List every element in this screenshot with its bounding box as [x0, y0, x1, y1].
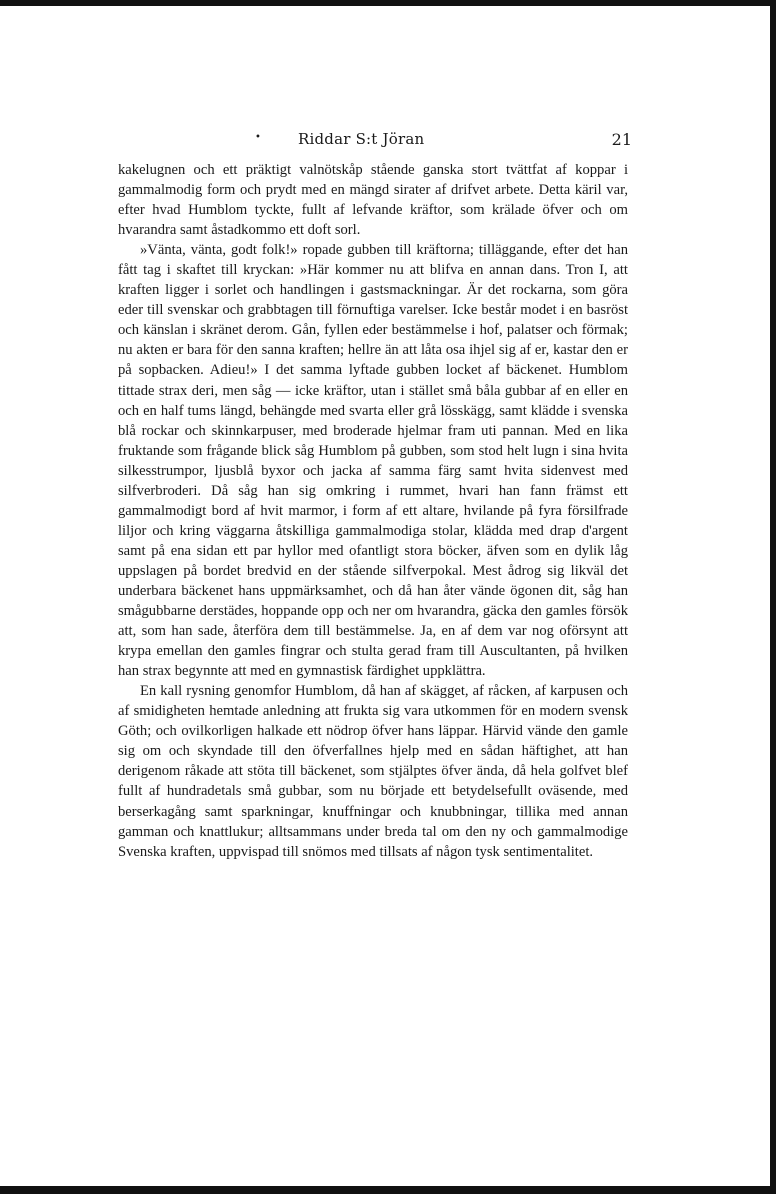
page-number: 21 — [611, 130, 632, 149]
paragraph: En kall rysning genomfor Humblom, då han af skägget, af råcken, af karpusen och af smidigheten hemtade anledning att frukta sig vara utkommen för en modern svensk Göth; och ovilkorligen halkade ett nödrop öfver hans läppar. Härvid vände den gamle sig om och skyndade till den öfverfallnes hjelp med en sådan häftighet, att han derigenom råkade att stöta till bäckenet, som stjälptes öfver ända, då hela golfvet blef fullt af hundradetals små gubbar, som nu började ett betydelsefullt oväsende, med berserkagång samt sparkningar, knuffningar och knubbningar, tillika med annan gamman och knattlukur; alltsammans under breda tal om den ny och gammalmodige Svenska kraften, uppvispad till snömos med tillsats af någon tysk sentimentalitet. — [118, 683, 628, 860]
book-page — [118, 130, 632, 862]
scan-border-bottom — [0, 1186, 776, 1194]
scan-border-right — [770, 0, 776, 1194]
scan-border-top — [0, 0, 776, 6]
paragraph-continued: kakelugnen och ett präktigt valnötskåp stående ganska stort tvättfat af koppar i gammalmodig form och prydt med en mängd sirater af drifvet arbete. Detta käril var, efter hvad Humblom tyckte, fullt af lefvande kräftor, som krälade öfver och om hvarandra samt åstadkommo ett doft sorl. — [118, 162, 628, 239]
ink-speck: • — [255, 132, 261, 143]
running-title: Riddar S:t Jöran — [298, 130, 425, 148]
paragraph: »Vänta, vänta, godt folk!» ropade gubben till kräftorna; tilläggande, efter det han fått tag i skaftet till kryckan: »Här kommer nu att blifva en annan dans. Tron I, att kraften ligger i sorlet och handlingen i gastsmackningar. Är det rockarna, som göra eder till svenskar och grabbtagen till förnuftiga varelser. Icke består modet i en basröst och känslan i skränet derom. Gån, fyllen eder bestämmelse i hof, palatser och förmak; nu akten er bara för den sanna kraften; hellre än att låta osa ihjel sig af er, kastar den er på sopbacken. Adieu!» I det samma lyftade gubben locket af bäckenet. Humblom tittade strax deri, men såg — icke kräftor, utan i stället små båla gubbar af en eller en och en half tums längd, behängde med svarta eller grå lösskägg, samt klädde i svenska blå rockar och skinnkarpuser, med broderade hjelmar fram uti pannan. Med en lika fruktande som frågande blick såg Humblom på gubben, som stod helt lugn i sina hvita silkesstrumpor, ljusblå byxor och jacka af samma färg samt hvita sidenvest med silfverbroderi. Då såg han sig omkring i rummet, hvari han fann främst ett gammalmodigt bord af hvit marmor, i form af ett altare, hvilande på fyra försilfrade liljor och kring väggarna åtskilliga gammalmodiga stolar, klädda med drap d'argent samt på ena sidan ett par hyllor med ofantligt stora böcker, äfven som en dylik låg uppslagen på bordet bredvid en der stående silfverpokal. Mest ådrog sig likväl det underbara bäckenet hans uppmärksamhet, och då han åter vände ögonen dit, såg han smågubbarne derstädes, hoppande opp och ner om hvarandra, gäcka den gamles försök att, som han sade, återföra dem till bestämmelse. Ja, en af dem var nog oförsynt att krypa emellan den gamles fingrar och stulta gerad fram till Auscultanten, på hvilken han strax begynnte att med en gymnastisk färdighet uppklättra. — [118, 242, 628, 680]
body-text — [118, 160, 628, 862]
running-head — [118, 130, 632, 160]
